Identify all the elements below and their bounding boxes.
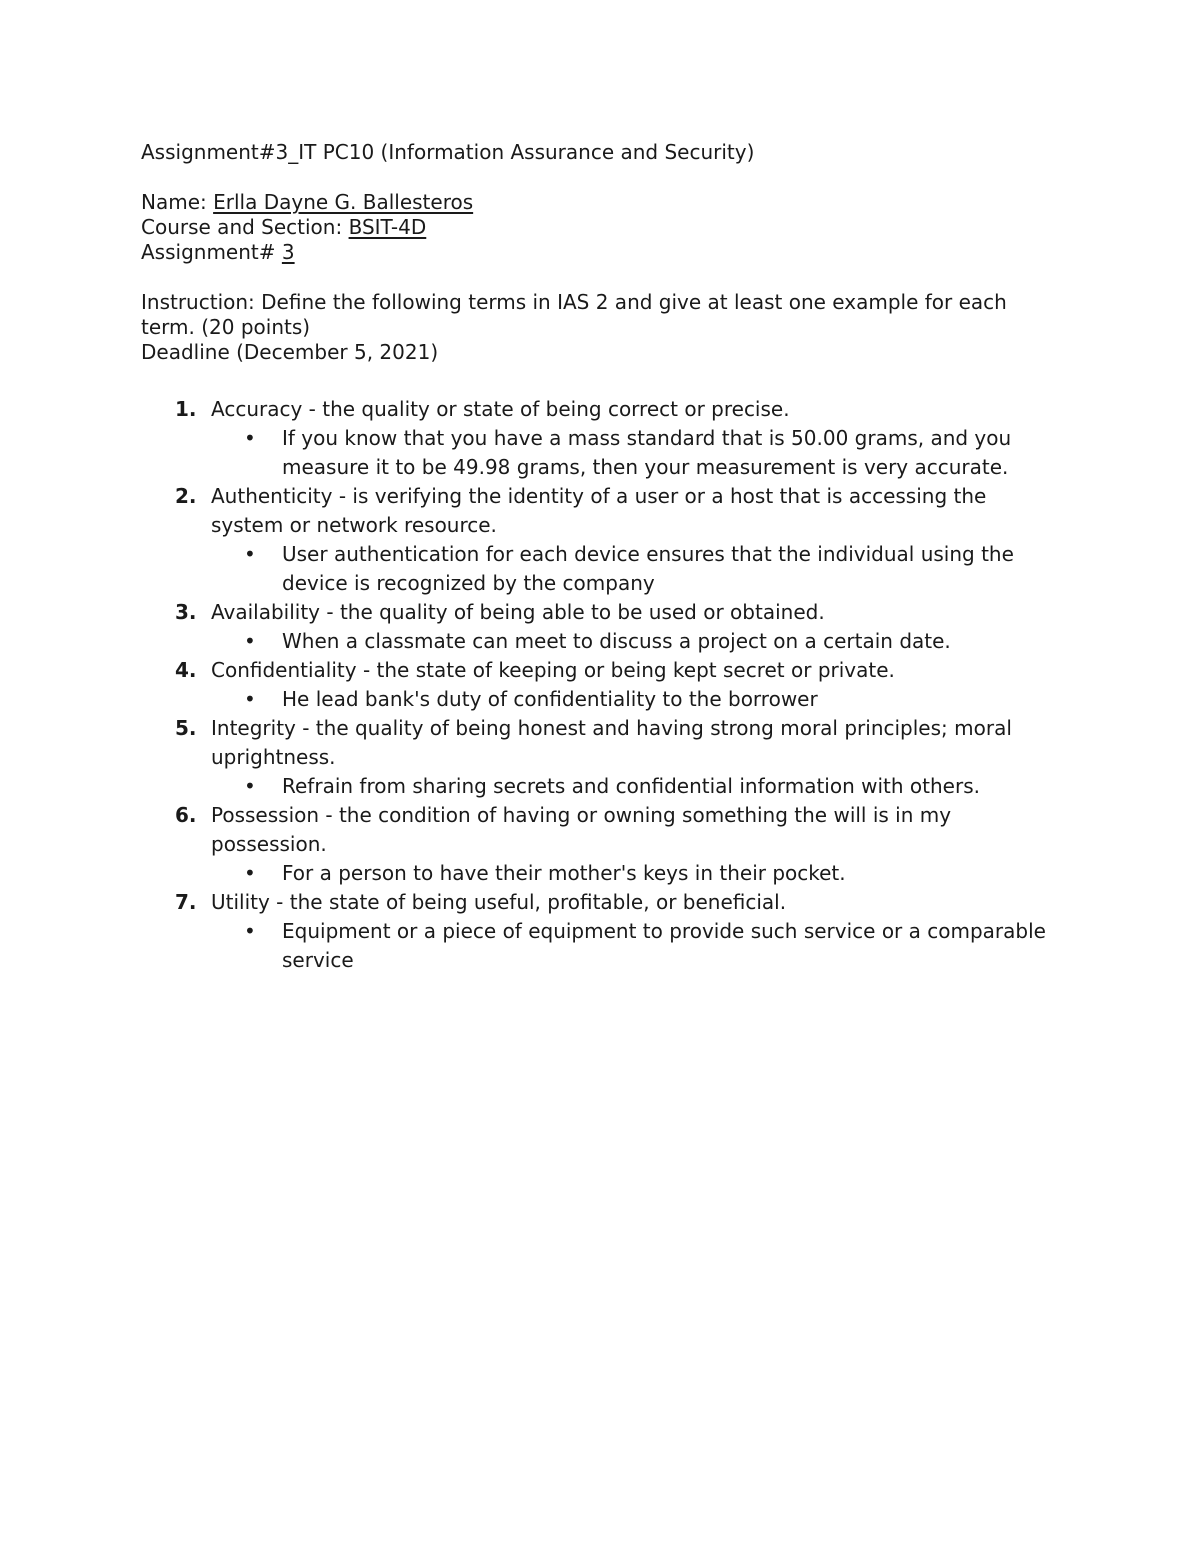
example-list — [211, 772, 1061, 801]
term-number: 5. — [175, 716, 197, 740]
example-text: For a person to have their mother's keys in their pocket. — [282, 861, 846, 885]
example-list — [211, 424, 1061, 482]
example-item — [211, 859, 1061, 888]
example-item — [211, 627, 1061, 656]
term-definition: Confidentiality - the state of keeping or being kept secret or private. — [211, 658, 895, 682]
term-number: 2. — [175, 484, 197, 508]
spacer — [141, 265, 1061, 290]
assignment-label: Assignment# — [141, 240, 282, 264]
term-number: 6. — [175, 803, 197, 827]
term-definition: Availability - the quality of being able to be used or obtained. — [211, 600, 825, 624]
terms-list — [141, 395, 1061, 975]
course-value: BSIT-4D — [348, 215, 427, 239]
example-list — [211, 685, 1061, 714]
example-list — [211, 540, 1061, 598]
example-text: When a classmate can meet to discuss a project on a certain date. — [282, 629, 951, 653]
example-text: Refrain from sharing secrets and confidential information with others. — [282, 774, 980, 798]
term-item — [141, 482, 1061, 598]
instruction-text: Instruction: Define the following terms in IAS 2 and give at least one example for each term. (20 points) — [141, 290, 1007, 339]
example-item — [211, 424, 1061, 482]
example-item — [211, 917, 1061, 975]
term-definition: Possession - the condition of having or owning something the will is in my possession. — [211, 803, 952, 856]
term-number: 1. — [175, 397, 197, 421]
spacer — [141, 165, 1061, 190]
bullet-icon: • — [244, 687, 256, 711]
term-number: 4. — [175, 658, 197, 682]
example-text: He lead bank's duty of confidentiality to the borrower — [282, 687, 818, 711]
name-line — [141, 190, 1061, 215]
assignment-value: 3 — [281, 240, 295, 264]
term-definition: Integrity - the quality of being honest and having strong moral principles; moral uprightness. — [211, 716, 1012, 769]
term-definition: Authenticity - is verifying the identity of a user or a host that is accessing the system or network resource. — [211, 484, 987, 537]
term-item — [141, 888, 1061, 975]
name-label: Name: — [141, 190, 214, 214]
course-line — [141, 215, 1061, 240]
deadline-text: Deadline (December 5, 2021) — [141, 340, 439, 364]
document-title: Assignment#3_IT PC10 (Information Assurance and Security) — [141, 140, 755, 164]
course-label: Course and Section: — [141, 215, 349, 239]
example-text: User authentication for each device ensures that the individual using the device is recognized by the company — [282, 542, 1014, 595]
bullet-icon: • — [244, 774, 256, 798]
example-list — [211, 917, 1061, 975]
term-definition: Accuracy - the quality or state of being correct or precise. — [211, 397, 790, 421]
bullet-icon: • — [244, 629, 256, 653]
example-text: Equipment or a piece of equipment to provide such service or a comparable service — [282, 919, 1046, 972]
example-item — [211, 540, 1061, 598]
assignment-line — [141, 240, 1061, 265]
document-body — [141, 140, 1061, 975]
term-item — [141, 801, 1061, 888]
example-list — [211, 859, 1061, 888]
term-number: 7. — [175, 890, 197, 914]
term-item — [141, 598, 1061, 656]
term-item — [141, 656, 1061, 714]
example-list — [211, 627, 1061, 656]
bullet-icon: • — [244, 426, 256, 450]
bullet-icon: • — [244, 542, 256, 566]
name-value: Erlla Dayne G. Ballesteros — [213, 190, 474, 214]
term-definition: Utility - the state of being useful, profitable, or beneficial. — [211, 890, 787, 914]
bullet-icon: • — [244, 919, 256, 943]
example-item — [211, 685, 1061, 714]
term-item — [141, 395, 1061, 482]
bullet-icon: • — [244, 861, 256, 885]
example-item — [211, 772, 1061, 801]
term-item — [141, 714, 1061, 801]
term-number: 3. — [175, 600, 197, 624]
example-text: If you know that you have a mass standard that is 50.00 grams, and you measure it to be 49.98 grams, then your measurement is very accurate. — [282, 426, 1012, 479]
